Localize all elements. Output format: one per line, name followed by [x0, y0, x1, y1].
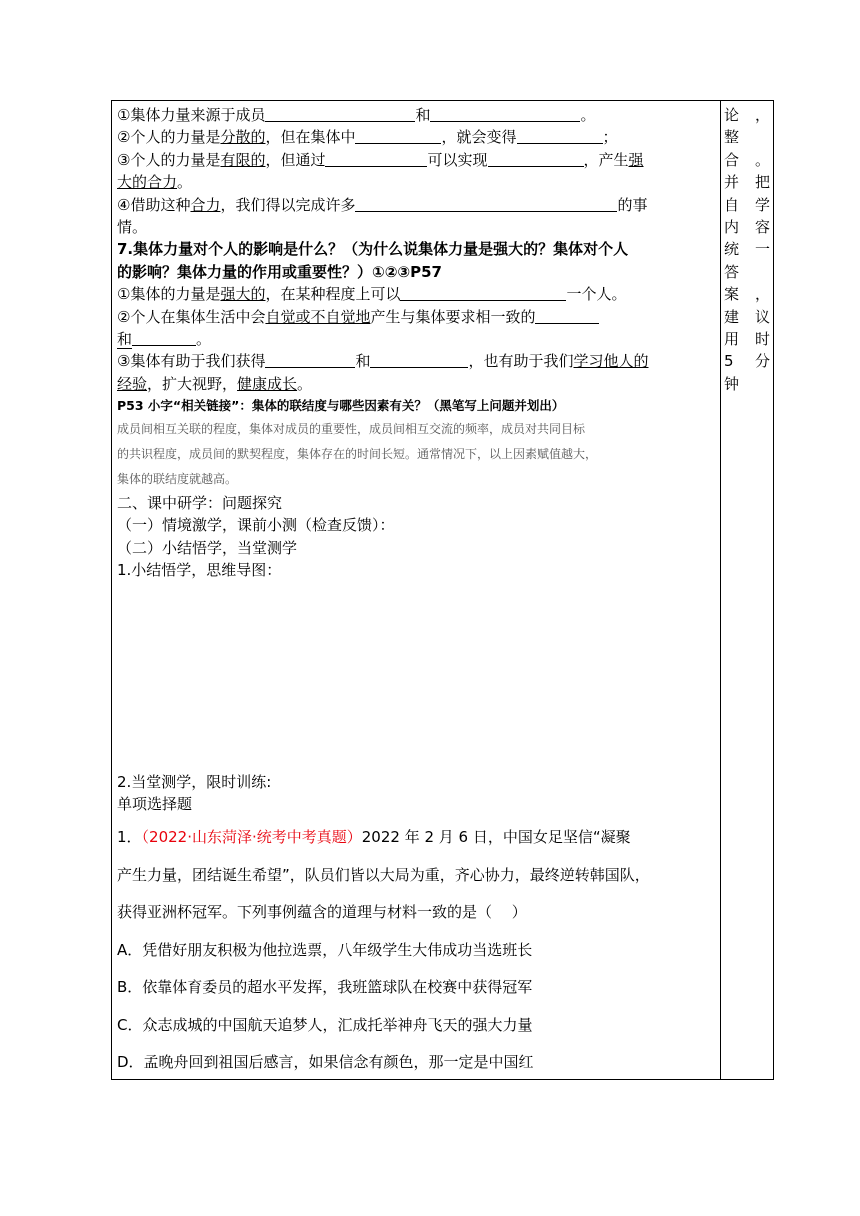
question-7-line-2: 的影响？集体力量的作用或重要性？）①②③P57: [117, 262, 442, 281]
side-text: 论，: [724, 106, 770, 124]
fill-line-8: ①集体的力量是强大的，在某种程度上可以 一个人。: [117, 285, 627, 304]
main-cell: [117, 104, 715, 1082]
option-b[interactable]: B．依靠体育委员的超水平发挥，我班篮球队在校赛中获得冠军: [117, 978, 533, 997]
fill-line-9: ②个人在集体生活中会自觉或不自觉地产生与集体要求相一致的: [117, 306, 715, 328]
side-text: 用时: [724, 329, 770, 348]
mind-map-label: 1.小结悟学，思维导图：: [117, 561, 282, 580]
note-line-1: 成员间相互关联的程度，集体对成员的重要性，成员间相互交流的频率，成员对共同目标: [117, 422, 586, 437]
fill-line-1: ①集体力量来源于成员 和 。: [117, 106, 596, 124]
side-text: 答: [724, 262, 740, 281]
option-d[interactable]: D．孟晚舟回到祖国后感言，如果信念有颜色，那一定是中国红: [117, 1053, 534, 1072]
question-source: （2022·山东菏泽·统考中考真题）: [141, 828, 362, 847]
blank[interactable]: [265, 105, 415, 122]
section-heading: 二、课中研学：问题探究: [117, 494, 283, 513]
question-line-2: 产生力量，团结诞生希望”，队员们皆以大局为重，齐心协力，最终逆转韩国队，: [117, 865, 650, 884]
side-text: 建议: [724, 307, 770, 326]
subsection-2: （二）小结悟学，当堂测学: [117, 538, 298, 557]
blank[interactable]: [517, 127, 603, 144]
side-cell: [724, 104, 770, 395]
blank[interactable]: [325, 150, 427, 167]
blank[interactable]: [488, 150, 584, 167]
mind-map-area[interactable]: [117, 582, 715, 771]
blank[interactable]: [355, 195, 617, 212]
question-line-3: 获得亚洲杯冠军。下列事例蕴含的道理与材料一致的是（ ）: [117, 903, 527, 922]
blank[interactable]: [400, 284, 566, 301]
option-a[interactable]: A．凭借好朋友积极为他拉选票，八年级学生大伟成功当选班长: [117, 940, 533, 959]
side-text: 内容: [724, 217, 770, 236]
side-text: 自学: [724, 195, 770, 214]
note-line-2: 的共识程度，成员间的默契程度，集体存在的时间长短。通常情况下，以上因素赋值越大，: [117, 447, 598, 462]
side-text: 统一: [724, 240, 770, 259]
note-line-3: 集体的联结度就越高。: [117, 472, 238, 487]
fill-line-10: 和 。: [117, 329, 212, 348]
fill-line-4: 大的合力。: [117, 173, 193, 192]
subsection-1: （一）情境激学，课前小测（检查反馈）：: [117, 516, 395, 535]
option-c[interactable]: C．众志成城的中国航天追梦人，汇成托举神舟飞天的强大力量: [117, 1015, 533, 1034]
side-text: 合。: [724, 150, 770, 169]
practice-label: 2.当堂测学，限时训练:: [117, 772, 272, 791]
blank[interactable]: [430, 105, 580, 122]
side-text: 整: [724, 128, 740, 147]
multiple-choice-title: 单项选择题: [117, 795, 193, 814]
column-divider: [720, 100, 721, 1080]
side-text: 5 分: [724, 352, 770, 371]
side-text: 案，: [724, 285, 770, 304]
fill-line-3: ③个人的力量是有限的，但通过 可以实现 ，产生强: [117, 150, 644, 169]
blank[interactable]: [132, 329, 196, 346]
side-text: 钟: [724, 374, 740, 393]
side-text: 并把: [724, 173, 770, 192]
blank[interactable]: [355, 127, 441, 144]
blank[interactable]: [535, 307, 599, 324]
blank[interactable]: [265, 351, 355, 368]
fill-line-5: ④借助这种合力，我们得以完成许多 的事: [117, 195, 648, 214]
question-line-1: 1．（2022·山东菏泽·统考中考真题）2022 年 2 月 6 日，中国女足坚信“凝聚: [117, 828, 631, 847]
blank[interactable]: [370, 351, 468, 368]
related-link-question: P53 小字“相关链接”：集体的联结度与哪些因素有关？（黑笔写上问题并划出）: [117, 398, 565, 414]
fill-line-12: 经验，扩大视野，健康成长。: [117, 374, 313, 393]
fill-line-11: ③集体有助于我们获得 和 ，也有助于我们学习他人的: [117, 352, 649, 371]
question-7-line-1: 7.集体力量对个人的影响是什么？（为什么说集体力量是强大的？集体对个人: [117, 240, 629, 259]
fill-line-2: ②个人的力量是分散的，但在集体中 ，就会变得 ；: [117, 128, 618, 147]
fill-line-6: 情。: [117, 217, 148, 236]
